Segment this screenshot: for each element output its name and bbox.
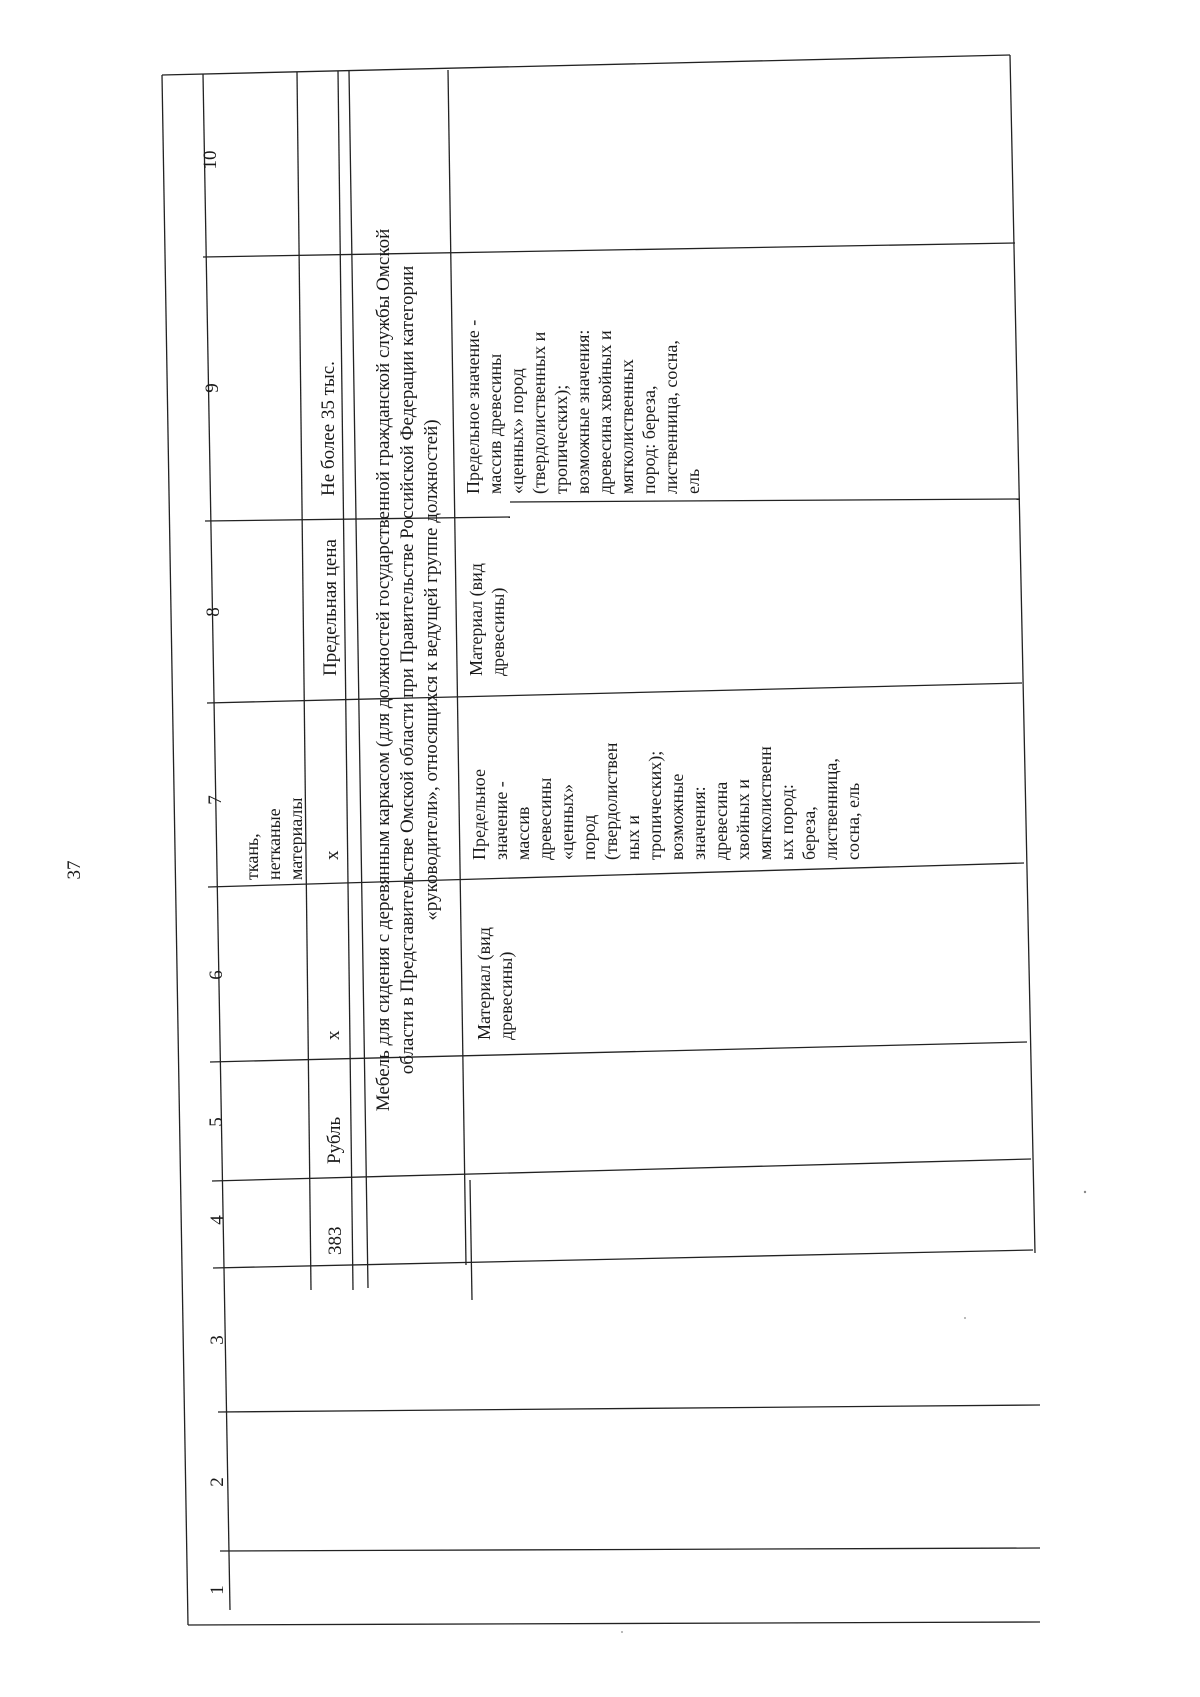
- column-number: 5: [206, 1117, 227, 1127]
- page-number: 37: [64, 860, 85, 880]
- table-rule: [448, 70, 466, 1265]
- column-number: 1: [207, 1585, 228, 1595]
- cell-text: ых пород:: [777, 784, 797, 860]
- column-separator: [210, 1042, 1027, 1062]
- column-number: 10: [200, 150, 221, 170]
- cell-text: тропических);: [645, 750, 665, 860]
- cell-text: древесины): [488, 587, 508, 676]
- cell-text: мягколиственных: [617, 359, 637, 494]
- table-rule: [349, 71, 368, 1288]
- cell-text: Материал (вид: [474, 927, 494, 1040]
- material-row-col9: [463, 320, 703, 494]
- cell-text: материалы: [286, 797, 306, 880]
- cell-text: мягколиственн: [755, 746, 775, 860]
- table-border-bottom: [188, 1622, 1040, 1625]
- cell-mark: x: [322, 850, 343, 860]
- cell-text: «ценных»: [557, 784, 577, 860]
- column-separator: [208, 863, 1024, 887]
- table-border-right: [1010, 55, 1035, 1253]
- cell-text: Предельное: [469, 769, 489, 860]
- material-row-col7: [469, 742, 863, 860]
- cell-unit: Рубль: [324, 1116, 345, 1164]
- column-separator: [510, 499, 1020, 502]
- cell-text: лиственница,: [821, 758, 841, 860]
- column-number: 8: [203, 607, 224, 617]
- cell-text: береза,: [799, 806, 819, 860]
- cell-text: (твердолиственных и: [529, 331, 549, 494]
- cell-text: сосна, ель: [843, 782, 863, 860]
- section-title: [373, 229, 442, 1112]
- column-separator: [205, 517, 510, 521]
- price-row: [318, 361, 346, 1255]
- cell-mark: x: [323, 1030, 344, 1040]
- column-separator: [218, 1405, 1040, 1412]
- cell-text: Предельное значение -: [463, 319, 483, 494]
- column-number-row: [200, 151, 228, 1595]
- material-row-col8: [466, 563, 509, 676]
- table-border-left: [162, 75, 188, 1625]
- material-row-col6: [474, 927, 517, 1040]
- cell-text: древесины: [535, 777, 555, 860]
- cell-text: ных и: [623, 815, 643, 860]
- cell-text: возможные значения:: [573, 329, 593, 494]
- table-rule-header: [203, 74, 230, 1610]
- table-rule-partial: [470, 1180, 472, 1300]
- cell-text: лиственница, сосна,: [661, 340, 681, 494]
- section-title-line: области в Представительстве Омской области при Правительстве Российской Федерации категории: [397, 265, 418, 1075]
- cell-text: «ценных» пород: [507, 368, 527, 494]
- column-number: 6: [206, 970, 227, 980]
- column-separator: [203, 243, 1015, 257]
- cell-text: массив: [513, 806, 533, 860]
- cell-text: пород: [579, 814, 599, 860]
- table-border-top: [162, 55, 1010, 75]
- cell-text: древесина хвойных и: [595, 330, 615, 494]
- cell-text: возможные: [667, 773, 687, 860]
- column-separator: [220, 1548, 1040, 1551]
- cell-text: пород: береза,: [639, 385, 659, 494]
- cell-text: Материал (вид: [466, 563, 486, 676]
- cell-text: древесины): [496, 951, 516, 1040]
- column-number: 9: [202, 383, 223, 393]
- cell-text: ткань,: [242, 833, 262, 880]
- cell-text: ель: [683, 468, 703, 494]
- column-number: 7: [205, 795, 226, 805]
- cell-text: хвойных и: [733, 779, 753, 860]
- section-title-line: «руководители», относящихся к ведущей группе должностей): [421, 419, 442, 921]
- cell-text: массив древесины: [485, 353, 505, 494]
- cell-text: нетканые: [264, 808, 284, 880]
- cell-value: Не более 35 тыс.: [318, 361, 339, 496]
- column-separator: [207, 683, 1022, 703]
- section-title-line: Мебель для сидения с деревянным каркасом (для должностей государственной гражданской службы Омской: [373, 228, 394, 1112]
- cell-text: древесина: [711, 781, 731, 860]
- cell-characteristic: Предельная цена: [320, 539, 341, 676]
- column-number: 3: [207, 1335, 228, 1345]
- cell-text: тропических);: [551, 384, 571, 494]
- column-number: 2: [207, 1477, 228, 1487]
- cell-text: значения:: [689, 786, 709, 860]
- cell-text: (твердолиствен: [601, 742, 621, 860]
- column-number: 4: [207, 1215, 228, 1225]
- cell-code: 383: [325, 1226, 346, 1255]
- cell-text: значение -: [491, 781, 511, 860]
- fabric-row: [242, 797, 306, 880]
